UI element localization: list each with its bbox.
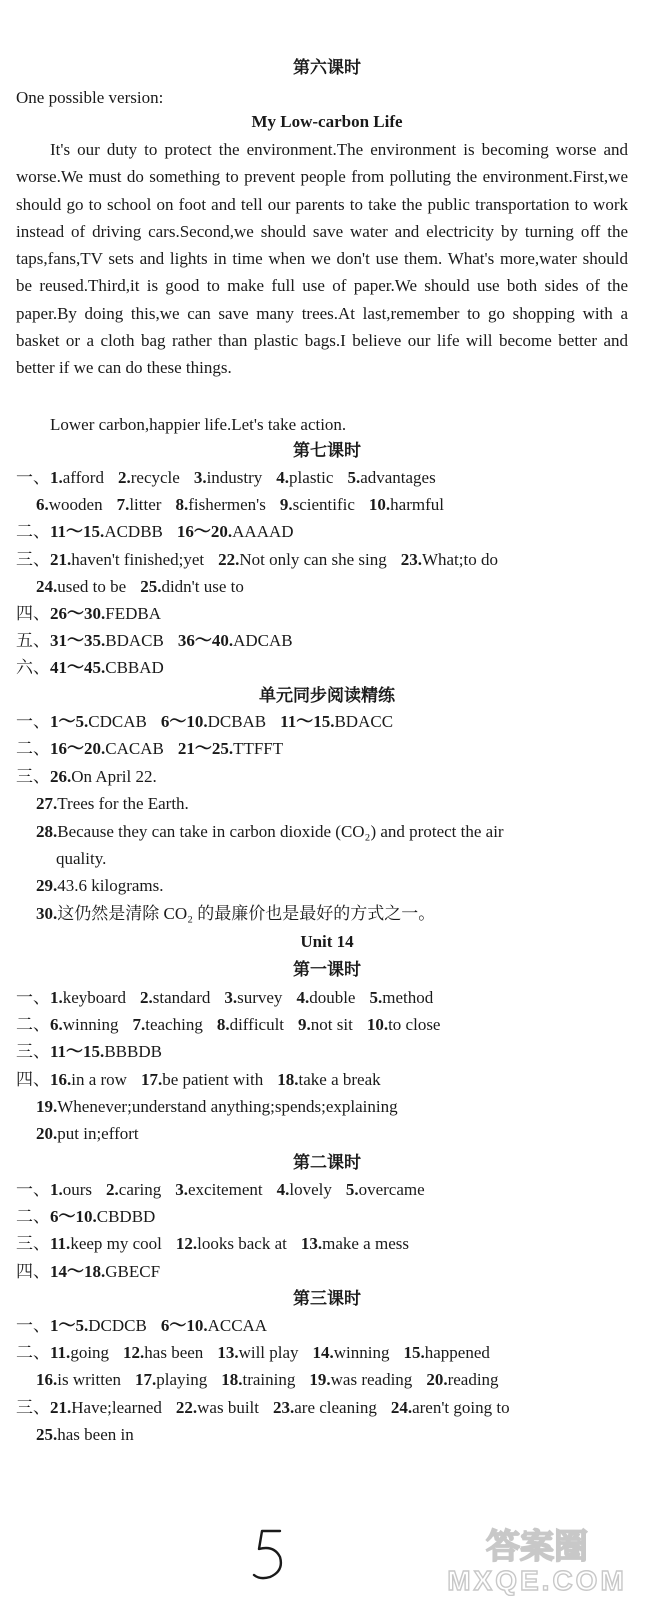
question-number: 3. [175, 1180, 189, 1199]
answer-item [280, 495, 355, 515]
question-number: 11～15. [50, 522, 105, 542]
essay-paragraph-1 [16, 136, 628, 382]
answer-item [404, 1343, 490, 1363]
answer-text: is written [57, 1370, 121, 1390]
answer-text: lovely [289, 1180, 332, 1199]
answer-text: CBDBD [96, 1207, 156, 1227]
section-label: 一、 [16, 1180, 50, 1200]
answer-item [36, 822, 504, 842]
answer-item [309, 1370, 412, 1390]
question-number: 13. [217, 1343, 239, 1363]
section-label: 一、 [16, 712, 50, 732]
answer-item [217, 1015, 284, 1035]
answer-item [56, 849, 106, 869]
answer-row [36, 1097, 654, 1117]
answer-item [135, 1370, 207, 1390]
question-number: 25. [36, 1424, 58, 1444]
answer-item [132, 1015, 202, 1035]
essay-paragraph-2-text: Lower carbon,happier life.Let's take action. [50, 415, 347, 434]
answer-text: happened [424, 1343, 490, 1363]
answer-row [16, 1070, 654, 1090]
section-label: 三、 [16, 1042, 50, 1063]
answer-row [36, 1370, 654, 1390]
answer-text: going [70, 1343, 110, 1363]
question-number: 16. [50, 1069, 72, 1089]
section-label: 六、 [16, 658, 50, 679]
question-number: 5. [347, 468, 361, 487]
question-number: 18. [277, 1069, 299, 1089]
answer-item [176, 1234, 287, 1254]
answer-item [16, 1042, 162, 1062]
answer-text: wooden [48, 495, 103, 515]
answer-item [16, 988, 126, 1008]
question-number: 14～18. [50, 1261, 106, 1281]
question-number: 9. [279, 495, 293, 515]
question-number: 30. [36, 903, 58, 923]
question-number: 20. [426, 1370, 448, 1390]
question-number: 23. [400, 549, 422, 569]
answer-item [36, 876, 164, 896]
section-label: 四、 [16, 1069, 50, 1090]
lesson6-intro: One possible version: [16, 88, 164, 107]
answer-text: in a row [71, 1069, 127, 1089]
answer-item [123, 1343, 203, 1363]
question-number: 17. [135, 1370, 157, 1390]
answer-item [117, 495, 162, 515]
answer-item [280, 712, 393, 732]
answer-item [178, 631, 293, 651]
answer-row [16, 1180, 654, 1200]
answer-item [36, 495, 103, 515]
answer-text: harmful [390, 495, 444, 515]
question-number: 12. [175, 1234, 198, 1254]
answer-text: excitement [188, 1180, 263, 1199]
answer-text: training [242, 1370, 296, 1390]
answer-text: survey [237, 988, 283, 1007]
question-number: 28. [36, 821, 58, 841]
answer-item [36, 1425, 134, 1445]
answer-item [161, 712, 266, 732]
question-number: 24. [390, 1397, 413, 1417]
answer-item [194, 468, 262, 488]
answer-item [369, 988, 433, 1008]
question-number: 22. [218, 549, 240, 569]
answer-item [16, 658, 164, 678]
question-number: 1. [50, 988, 63, 1007]
question-number: 16～20. [50, 739, 106, 759]
answer-item [118, 468, 180, 488]
answer-text: take a break [298, 1069, 381, 1089]
watermark-logo [432, 1520, 642, 1596]
answer-text: haven't finished;yet [71, 549, 205, 569]
question-number: 1～5. [50, 712, 89, 731]
answer-text: Trees for the Earth. [57, 794, 189, 814]
answer-item [401, 550, 498, 570]
answer-item [140, 988, 210, 1008]
answer-row [16, 739, 654, 759]
question-number: 7. [116, 495, 130, 515]
section-label: 二、 [16, 1015, 50, 1036]
answer-row [36, 1124, 654, 1144]
answer-text: was reading [330, 1370, 413, 1390]
answer-text: teaching [145, 1015, 203, 1035]
answer-text: playing [156, 1370, 208, 1390]
answer-item [16, 468, 104, 488]
section-label: 二、 [16, 1207, 50, 1228]
answer-text: 43.6 kilograms. [57, 876, 164, 896]
question-number: 10. [366, 1015, 389, 1035]
answer-row [36, 822, 654, 842]
question-number: 11. [50, 1234, 71, 1254]
answer-item [217, 1343, 298, 1363]
answer-row [16, 1398, 654, 1418]
answer-row [36, 577, 654, 597]
answer-text: quality. [56, 849, 107, 868]
answer-text: recycle [130, 468, 180, 487]
question-number: 2. [140, 988, 153, 1007]
answer-text: 这仍然是清除 CO₂ 的最廉价也是最好的方式之一。 [57, 903, 436, 923]
question-number: 6. [50, 1015, 63, 1035]
answer-row [16, 1207, 654, 1227]
answer-text: ADCAB [233, 631, 293, 651]
question-number: 4. [296, 988, 310, 1007]
answer-text: method [382, 988, 434, 1007]
answer-text: will play [238, 1343, 299, 1363]
answer-text: winning [62, 1015, 119, 1035]
question-number: 21. [50, 1397, 72, 1417]
question-number: 6～10. [160, 712, 208, 731]
answer-text: DCDCB [88, 1316, 147, 1335]
answer-item [16, 767, 157, 787]
answer-item [106, 1180, 161, 1200]
answer-text: scientific [292, 495, 355, 515]
answer-item [36, 794, 189, 814]
answer-row [16, 658, 654, 678]
question-number: 25. [140, 576, 162, 596]
answer-item [161, 1316, 267, 1336]
answer-text: reading [447, 1370, 499, 1390]
watermark-logo-icon [432, 1520, 642, 1596]
section-label: 一、 [16, 1316, 50, 1336]
answer-item [296, 988, 355, 1008]
answer-text: winning [333, 1343, 390, 1363]
question-number: 10. [368, 495, 391, 515]
answer-text: was built [197, 1397, 259, 1417]
answer-row [16, 1042, 654, 1062]
answer-text: to close [388, 1015, 441, 1035]
answer-item [16, 522, 163, 542]
question-number: 4. [276, 1180, 290, 1199]
answer-row [36, 794, 654, 814]
question-number: 18. [221, 1370, 243, 1390]
answer-item [346, 1180, 425, 1200]
question-number: 13. [300, 1234, 323, 1254]
answer-item [36, 1370, 121, 1390]
answer-item [391, 1398, 510, 1418]
answer-item [298, 1015, 353, 1035]
answer-item [16, 712, 147, 732]
answer-row [36, 495, 654, 515]
answer-item [224, 988, 282, 1008]
answer-item [36, 577, 126, 597]
unit14-lesson2-title: 第二课时 [293, 1153, 361, 1173]
question-number: 16～20. [176, 522, 233, 542]
answer-row [16, 988, 654, 1008]
question-number: 11～15. [50, 1042, 105, 1062]
answer-text: caring [118, 1180, 162, 1199]
answer-item [16, 550, 204, 570]
question-number: 17. [140, 1069, 163, 1089]
question-number: 36～40. [177, 631, 234, 651]
answer-item [16, 1398, 162, 1418]
question-number: 31～35. [50, 631, 106, 651]
answer-text: aren't going to [412, 1397, 510, 1417]
answer-row [16, 1262, 654, 1282]
answer-item [16, 1015, 118, 1035]
lesson7-title: 第七课时 [293, 441, 361, 461]
question-number: 2. [106, 1180, 119, 1199]
answer-text: ours [62, 1180, 93, 1199]
question-number: 20. [36, 1124, 58, 1143]
answer-row [16, 1234, 654, 1254]
question-number: 6～10. [50, 1207, 97, 1227]
answer-item [369, 495, 444, 515]
section-label: 四、 [16, 1261, 50, 1282]
answer-item [36, 1124, 139, 1144]
answer-item [178, 739, 283, 759]
section-label: 二、 [16, 1343, 50, 1364]
answer-text: keep my cool [70, 1234, 162, 1254]
answer-item [16, 739, 164, 759]
question-number: 16. [36, 1370, 58, 1390]
essay-title: My Low-carbon Life [251, 112, 403, 131]
answer-item [347, 468, 435, 488]
answer-text: Have;learned [71, 1397, 162, 1417]
question-number: 29. [36, 876, 58, 896]
lesson6-title: 第六课时 [293, 58, 361, 78]
answer-text: On April 22. [71, 766, 157, 786]
answer-item [16, 1343, 109, 1363]
answer-item [36, 1097, 398, 1117]
answer-text: double [309, 988, 356, 1007]
answer-text: Because they can take in carbon dioxide (CO₂) and protect the air [57, 821, 504, 841]
answer-text: ACCAA [207, 1316, 268, 1335]
answer-row [16, 631, 654, 651]
answer-text: BBBDB [104, 1042, 162, 1062]
question-number: 1～5. [50, 1316, 89, 1335]
section-label: 一、 [16, 988, 50, 1008]
answer-text: overcame [358, 1180, 425, 1199]
answer-text: looks back at [197, 1234, 287, 1254]
answer-item [426, 1370, 498, 1390]
question-number: 3. [224, 988, 238, 1007]
answer-item [276, 468, 333, 488]
answer-text: CDCAB [88, 712, 147, 731]
section-label: 二、 [16, 739, 50, 760]
section-label: 二、 [16, 522, 50, 543]
section-label: 三、 [16, 766, 50, 787]
answer-text: be patient with [162, 1069, 264, 1089]
question-number: 12. [123, 1343, 145, 1363]
question-number: 5. [345, 1180, 359, 1199]
answer-item [16, 1234, 162, 1254]
answer-text: keyboard [62, 988, 127, 1007]
answer-text: Not only can she sing [239, 549, 387, 569]
section-label: 五、 [16, 631, 50, 652]
answer-row [16, 712, 654, 732]
question-number: 14. [312, 1343, 334, 1363]
question-number: 8. [175, 495, 189, 515]
answer-text: What;to do [421, 549, 498, 569]
answer-row [16, 1316, 654, 1336]
answer-row [16, 1015, 654, 1035]
answer-text: TTFFT [233, 739, 284, 759]
question-number: 15. [403, 1343, 425, 1363]
question-number: 7. [132, 1015, 146, 1035]
question-number: 27. [36, 794, 58, 814]
answer-text: not sit [310, 1015, 353, 1035]
question-number: 11. [50, 1343, 71, 1363]
answer-row [16, 767, 654, 787]
answer-text: difficult [229, 1015, 285, 1035]
answer-item [218, 550, 387, 570]
question-number: 23. [272, 1397, 295, 1417]
answer-item [16, 1262, 160, 1282]
answer-item [175, 1180, 262, 1200]
answer-item [16, 1316, 147, 1336]
answer-row [36, 876, 654, 896]
question-number: 4. [276, 468, 290, 487]
question-number: 41～45. [50, 658, 106, 678]
section-label: 一、 [16, 468, 50, 488]
answer-row [36, 1425, 654, 1445]
question-number: 2. [117, 468, 131, 487]
answer-text: used to be [57, 576, 127, 596]
answer-text: CBBAD [105, 658, 164, 678]
answer-item [273, 1398, 377, 1418]
essay-paragraph-2 [16, 411, 628, 438]
question-number: 21～25. [177, 739, 234, 759]
answer-text: AAAAD [232, 522, 294, 542]
question-number: 1. [50, 1180, 63, 1199]
answer-text: ACDBB [104, 522, 163, 542]
question-number: 1. [50, 468, 63, 487]
answer-item [313, 1343, 390, 1363]
question-number: 26. [50, 766, 72, 786]
question-number: 24. [36, 576, 58, 596]
answer-row [16, 1343, 654, 1363]
question-number: 9. [298, 1015, 311, 1035]
answer-item [36, 904, 435, 924]
answer-item [177, 522, 294, 542]
answer-row [56, 849, 654, 869]
answer-text: afford [62, 468, 104, 487]
answer-text: industry [206, 468, 263, 487]
answer-text: standard [152, 988, 211, 1007]
answer-item [277, 1070, 380, 1090]
answer-item [16, 631, 164, 651]
answer-text: Whenever;understand anything;spends;explaining [57, 1096, 398, 1116]
answer-row [16, 522, 654, 542]
answer-text: plastic [289, 468, 334, 487]
answer-text: put in;effort [57, 1124, 139, 1143]
answer-item [16, 1207, 155, 1227]
answer-text: fishermen's [188, 495, 266, 515]
answer-item [301, 1234, 409, 1254]
section-label: 三、 [16, 1397, 50, 1418]
reading-title: 单元同步阅读精练 [259, 686, 395, 706]
answer-text: make a mess [322, 1234, 409, 1254]
answer-row [16, 468, 654, 488]
answer-item [277, 1180, 332, 1200]
unit14-title: Unit 14 [300, 932, 354, 951]
answer-text: didn't use to [161, 576, 244, 596]
question-number: 22. [175, 1397, 198, 1417]
answer-row [16, 604, 654, 624]
answer-row [16, 550, 654, 570]
section-label: 三、 [16, 549, 50, 570]
answer-text: FEDBA [105, 604, 161, 623]
watermark-url-text: MXQE.COM [447, 1565, 627, 1596]
question-number: 21. [50, 549, 72, 569]
answer-item [140, 577, 244, 597]
section-label: 四、 [16, 604, 50, 624]
question-number: 6～10. [160, 1316, 208, 1335]
answer-item [141, 1070, 263, 1090]
question-number: 19. [309, 1370, 331, 1390]
question-number: 5. [369, 988, 383, 1007]
answer-text: DCBAB [207, 712, 267, 731]
answer-item [175, 495, 265, 515]
answer-text: has been [144, 1343, 204, 1363]
question-number: 8. [216, 1015, 230, 1035]
unit14-lesson3-title: 第三课时 [293, 1289, 361, 1309]
handwritten-page-number-5 [250, 1525, 290, 1585]
watermark-cn-text: 答案圈 [486, 1527, 588, 1567]
answer-row [36, 904, 654, 924]
answer-item [176, 1398, 259, 1418]
answer-text: BDACC [334, 712, 394, 731]
question-number: 6. [36, 495, 49, 515]
question-number: 11～15. [280, 712, 335, 731]
answer-item [16, 1180, 92, 1200]
answer-text: advantages [360, 468, 436, 487]
answer-text: GBECF [105, 1261, 161, 1281]
answer-item [16, 604, 161, 624]
question-number: 19. [36, 1096, 58, 1116]
answer-item [16, 1070, 127, 1090]
answer-text: has been in [57, 1424, 134, 1444]
unit14-lesson1-title: 第一课时 [293, 960, 361, 980]
answer-text: CACAB [105, 739, 164, 759]
answer-text: BDACB [105, 631, 164, 651]
section-label: 三、 [16, 1234, 50, 1255]
question-number: 3. [193, 468, 207, 487]
answer-text: are cleaning [294, 1397, 377, 1417]
answer-text: litter [129, 495, 162, 515]
answer-item [221, 1370, 295, 1390]
answer-item [367, 1015, 441, 1035]
question-number: 26～30. [50, 604, 106, 623]
essay-paragraph-1-text: It's our duty to protect the environment.The environment is becoming worse and worse.We must do something to prevent people from polluting the environment.First,we should go to school on foot and tell our parents to take the public transportation to work instead of driving cars.Second,we should save water and electricity by turning off the taps,fans,TV sets and lights in time when we don't use them. What's more,water should be reused.Third,it is good to make full use of paper.We should use both sides of the paper.By doing this,we can save many trees.At last,remember to go shopping with a basket or a cloth bag rather than plastic bags.I believe our life will become better and better if we can do these things. [16, 140, 628, 378]
